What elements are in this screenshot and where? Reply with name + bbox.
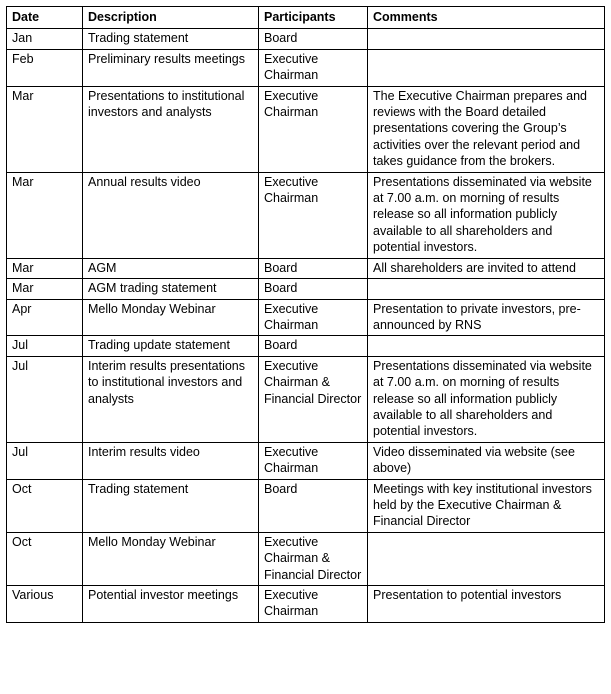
- cell-comments: [368, 586, 605, 623]
- cell-comments: [368, 29, 605, 49]
- cell-participants: [259, 86, 368, 172]
- cell-date-text: Various: [12, 588, 54, 602]
- table-header: [7, 7, 605, 29]
- cell-comments: [368, 172, 605, 258]
- cell-participants: [259, 532, 368, 585]
- cell-comments: [368, 258, 605, 278]
- table-row: [7, 279, 605, 299]
- cell-participants: [259, 29, 368, 49]
- cell-comments-text: Presentation to private investors, pre-announced by RNS: [373, 301, 581, 332]
- cell-date: [7, 356, 83, 442]
- table-row: [7, 479, 605, 532]
- cell-description-text: Presentations to institutional investors and analysts: [88, 88, 245, 120]
- cell-comments-text: Meetings with key institutional investors held by the Executive Chairman & Financial Director: [373, 481, 592, 529]
- cell-comments: [368, 532, 605, 585]
- table-row: [7, 49, 605, 86]
- table-row: [7, 336, 605, 356]
- cell-description-text: Preliminary results meetings: [88, 51, 245, 66]
- cell-description-text: AGM trading statement: [88, 281, 217, 296]
- column-header-date-label: Date: [12, 10, 40, 24]
- cell-participants-text: Board: [264, 260, 298, 275]
- cell-participants-text: Executive Chairman: [264, 88, 319, 120]
- cell-date-text: Jul: [12, 338, 28, 353]
- cell-description: [83, 442, 259, 479]
- table-row: [7, 86, 605, 172]
- cell-date: [7, 172, 83, 258]
- cell-date: [7, 442, 83, 479]
- cell-comments-text: Presentation to potential investors: [373, 588, 562, 602]
- cell-participants: [259, 49, 368, 86]
- cell-participants-text: Executive Chairman: [264, 51, 319, 83]
- table-row: [7, 299, 605, 336]
- table-row: [7, 356, 605, 442]
- column-header-description: [83, 7, 259, 29]
- cell-date: [7, 532, 83, 585]
- cell-participants: [259, 356, 368, 442]
- cell-date-text: Jan: [12, 31, 33, 46]
- cell-description: [83, 258, 259, 278]
- column-header-date: [7, 7, 83, 29]
- cell-description-text: Interim results video: [88, 444, 200, 459]
- column-header-comments-label: Comments: [373, 10, 438, 24]
- cell-comments-text: All shareholders are invited to attend: [373, 260, 576, 275]
- cell-participants-text: Executive Chairman & Financial Director: [264, 534, 362, 582]
- cell-participants-text: Executive Chairman: [264, 588, 319, 619]
- cell-participants: [259, 279, 368, 299]
- cell-date: [7, 86, 83, 172]
- cell-participants: [259, 299, 368, 336]
- cell-participants: [259, 258, 368, 278]
- table-row: [7, 442, 605, 479]
- cell-date-text: Jul: [12, 444, 28, 459]
- cell-date: [7, 29, 83, 49]
- cell-description: [83, 299, 259, 336]
- cell-date: [7, 299, 83, 336]
- cell-date-text: Mar: [12, 260, 34, 275]
- cell-description-text: Mello Monday Webinar: [88, 534, 216, 549]
- cell-comments: [368, 279, 605, 299]
- cell-comments: [368, 336, 605, 356]
- cell-description-text: Interim results presentations to institutional investors and analysts: [88, 358, 246, 406]
- cell-description-text: Trading statement: [88, 481, 189, 496]
- investor-relations-calendar-table: [6, 6, 605, 623]
- cell-comments-text: Video disseminated via website (see above): [373, 444, 575, 476]
- cell-date: [7, 279, 83, 299]
- cell-description-text: AGM: [88, 260, 117, 275]
- cell-comments-text: The Executive Chairman prepares and reviews with the Board detailed presentations covering the Group’s activities over the relevant period and takes guidance from the brokers.: [373, 88, 588, 169]
- cell-date: [7, 586, 83, 623]
- cell-participants: [259, 172, 368, 258]
- cell-description: [83, 586, 259, 623]
- cell-description: [83, 336, 259, 356]
- table-row: [7, 258, 605, 278]
- cell-date-text: Mar: [12, 174, 34, 189]
- cell-participants: [259, 586, 368, 623]
- cell-description: [83, 49, 259, 86]
- cell-date: [7, 49, 83, 86]
- cell-participants-text: Board: [264, 31, 298, 46]
- cell-comments: [368, 299, 605, 336]
- cell-description-text: Trading update statement: [88, 338, 230, 353]
- cell-date-text: Apr: [12, 301, 32, 316]
- cell-description: [83, 479, 259, 532]
- cell-description-text: Annual results video: [88, 174, 201, 189]
- cell-date: [7, 479, 83, 532]
- cell-date: [7, 336, 83, 356]
- cell-description: [83, 86, 259, 172]
- table-body: [7, 29, 605, 622]
- cell-description: [83, 279, 259, 299]
- cell-comments: [368, 49, 605, 86]
- column-header-comments: [368, 7, 605, 29]
- cell-description-text: Potential investor meetings: [88, 588, 239, 602]
- cell-participants-text: Board: [264, 481, 298, 496]
- cell-participants-text: Executive Chairman: [264, 301, 319, 332]
- cell-date-text: Jul: [12, 358, 28, 373]
- cell-description: [83, 356, 259, 442]
- table-row: [7, 586, 605, 623]
- cell-participants: [259, 336, 368, 356]
- cell-comments: [368, 479, 605, 532]
- table-row: [7, 532, 605, 585]
- cell-comments: [368, 86, 605, 172]
- cell-comments-text: Presentations disseminated via website at 7.00 a.m. on morning of results release so all information publicly available to all shareholders and potential investors.: [373, 174, 592, 255]
- cell-comments-text: Presentations disseminated via website at 7.00 a.m. on morning of results release so all information publicly available to all shareholders and potential investors.: [373, 358, 592, 439]
- cell-comments: [368, 442, 605, 479]
- cell-participants-text: Executive Chairman: [264, 444, 319, 476]
- cell-date-text: Mar: [12, 281, 34, 296]
- cell-participants-text: Executive Chairman: [264, 174, 319, 206]
- cell-date-text: Feb: [12, 51, 34, 66]
- cell-participants: [259, 479, 368, 532]
- table-row: [7, 29, 605, 49]
- cell-description-text: Trading statement: [88, 31, 189, 46]
- cell-date-text: Oct: [12, 534, 32, 549]
- cell-participants-text: Board: [264, 281, 298, 296]
- cell-description: [83, 172, 259, 258]
- cell-participants-text: Board: [264, 338, 298, 353]
- cell-description: [83, 532, 259, 585]
- column-header-participants: [259, 7, 368, 29]
- table-header-row: [7, 7, 605, 29]
- cell-description-text: Mello Monday Webinar: [88, 301, 216, 316]
- cell-date-text: Oct: [12, 481, 32, 496]
- column-header-description-label: Description: [88, 10, 157, 24]
- cell-date: [7, 258, 83, 278]
- table-row: [7, 172, 605, 258]
- cell-participants: [259, 442, 368, 479]
- cell-comments: [368, 356, 605, 442]
- cell-participants-text: Executive Chairman & Financial Director: [264, 358, 362, 406]
- column-header-participants-label: Participants: [264, 10, 336, 24]
- cell-description: [83, 29, 259, 49]
- cell-date-text: Mar: [12, 88, 34, 103]
